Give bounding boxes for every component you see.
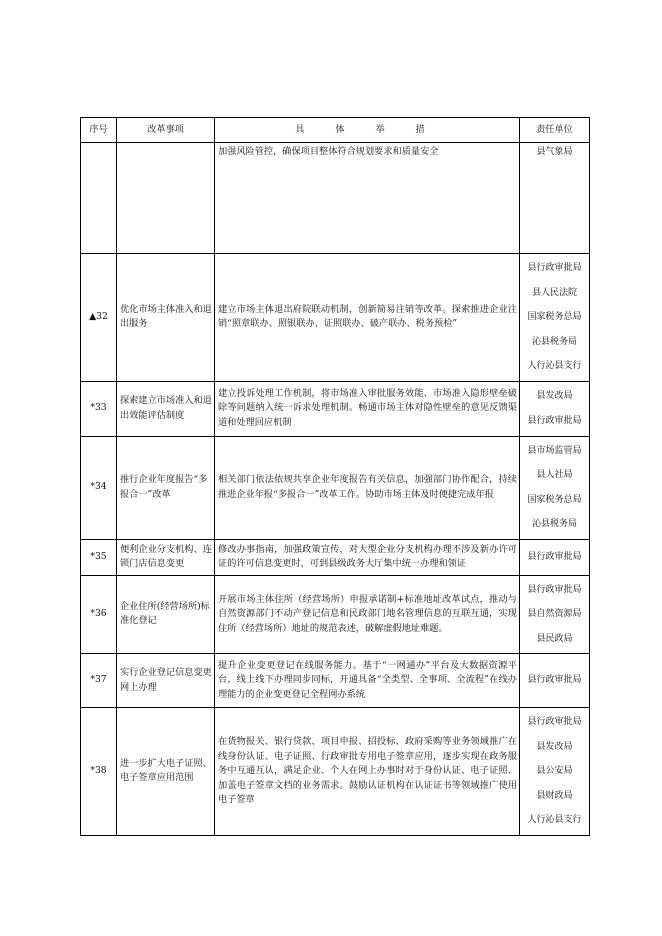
- table-row: [81, 708, 590, 836]
- header-item: 改革事项: [117, 118, 215, 143]
- row-number: [81, 143, 117, 254]
- responsible-unit: 县财政局: [536, 790, 573, 801]
- responsible-unit: 县发改局: [536, 390, 573, 401]
- measure-text: 相关部门依法依规共享企业年度报告有关信息，加强部门协作配合，持续推进企业年报“多报合一”改革工作。协助市场主体及时便捷完成年报: [215, 436, 520, 539]
- reform-item: 进一步扩大电子证照、电子签章应用范围: [117, 708, 215, 836]
- row-number: *34: [81, 436, 117, 539]
- responsible-unit: 县行政审批局: [527, 415, 582, 426]
- responsible-units: [520, 436, 590, 539]
- responsible-unit: 县气象局: [536, 147, 573, 157]
- table-row: [81, 436, 590, 539]
- reform-item: 企业住所(经营场所)标准化登记: [117, 575, 215, 654]
- responsible-unit: 县行政审批局: [527, 263, 582, 273]
- responsible-unit: 沁县税务局: [531, 336, 577, 347]
- measure-text: 提升企业变更登记在线服务能力。基于“一网通办”平台及大数据资源平台，线上线下办理同步同标，开通具备“全类型、全事项、全流程”在线办理能力的企业变更登记全程网办系统: [215, 654, 520, 708]
- responsible-units: [520, 381, 590, 436]
- responsible-units: [520, 708, 590, 836]
- responsible-unit: 县行政审批局: [527, 551, 582, 562]
- responsible-unit: 国家税务总局: [527, 494, 582, 505]
- row-number: *36: [81, 575, 117, 654]
- reform-measures-table: [80, 117, 590, 836]
- row-number: *33: [81, 381, 117, 436]
- responsible-unit: 县人社局: [536, 470, 573, 480]
- responsible-units: [520, 575, 590, 654]
- reform-item: 便利企业分支机构、连锁门店信息变更: [117, 539, 215, 575]
- measure-text: 开展市场主体住所（经营场所）申报承诺制+标准地址改革试点，推动与自然资源部门不动产登记信息和民政部门地名管理信息的互联互通，实现住所（经营场所）地址的规范表述，破解虚假地址难题。: [215, 575, 520, 654]
- responsible-unit: 人行沁县支行: [527, 361, 582, 371]
- responsible-units: [520, 539, 590, 575]
- reform-item: 优化市场主体准入和退出服务: [117, 254, 215, 382]
- measure-text: 建立市场主体退出府院联动机制，创新简易注销等改革。探索推进企业注销“照章联办、照银联办、证照联办、破产联办、税务预检”: [215, 254, 520, 382]
- responsible-units: [520, 143, 590, 254]
- header-units: 责任单位: [520, 118, 590, 143]
- responsible-unit: 县民政局: [536, 633, 573, 644]
- responsible-unit: 县市场监管局: [527, 445, 582, 456]
- table-row: [81, 254, 590, 382]
- responsible-unit: 人行沁县支行: [527, 815, 582, 825]
- responsible-unit: 国家税务总局: [527, 312, 582, 322]
- responsible-unit: 县行政审批局: [527, 675, 582, 686]
- reform-item: [117, 143, 215, 254]
- row-number: *35: [81, 539, 117, 575]
- table-row: [81, 654, 590, 708]
- header-no: 序号: [81, 118, 117, 143]
- row-number: ▲32: [81, 254, 117, 382]
- row-number: *38: [81, 708, 117, 836]
- table-row: [81, 539, 590, 575]
- responsible-unit: 县发改局: [536, 741, 573, 752]
- table-row: [81, 575, 590, 654]
- responsible-unit: 县人民法院: [531, 287, 577, 298]
- responsible-units: [520, 254, 590, 382]
- row-number: *37: [81, 654, 117, 708]
- measure-text: 加强风险管控，确保项目整体符合规划要求和质量安全: [215, 143, 520, 254]
- header-measures: 具 体 举 措: [215, 118, 520, 143]
- responsible-unit: 县自然资源局: [527, 609, 582, 619]
- reform-item: 探索建立市场准入和退出效能评估制度: [117, 381, 215, 436]
- reform-item: 推行企业年度报告“多报合一”改革: [117, 436, 215, 539]
- measure-text: 修改办事指南，加强政策宣传，对大型企业分支机构办理不涉及新办许可证的许可信息变更时，可到县级政务大厅集中统一办理和领证: [215, 539, 520, 575]
- table-row: [81, 143, 590, 254]
- reform-item: 实行企业登记信息变更网上办理: [117, 654, 215, 708]
- responsible-units: [520, 654, 590, 708]
- responsible-unit: 县行政审批局: [527, 584, 582, 595]
- measure-text: 在货物报关、银行贷款、项目申报、招投标、政府采购等业务领域推广在线身份认证、电子证照、行政审批专用电子签章应用，逐步实现在政务服务中互通互认，满足企业、个人在网上办事时对于身份认证、电子证照、加盖电子签章文档的业务需求。鼓励认证机构在认证证书等领域推广使用电子签章: [215, 708, 520, 836]
- responsible-unit: 县公安局: [536, 766, 573, 776]
- table-row: [81, 381, 590, 436]
- table-header-row: [81, 118, 590, 143]
- responsible-unit: 沁县税务局: [531, 519, 577, 529]
- responsible-unit: 县行政审批局: [527, 717, 582, 727]
- measure-text: 建立投诉处理工作机制，将市场准入审批服务效能、市场准入隐形壁垒破除等问题纳入统一诉求处理机制。畅通市场主体对隐性壁垒的意见反馈渠道和处理回应机制: [215, 381, 520, 436]
